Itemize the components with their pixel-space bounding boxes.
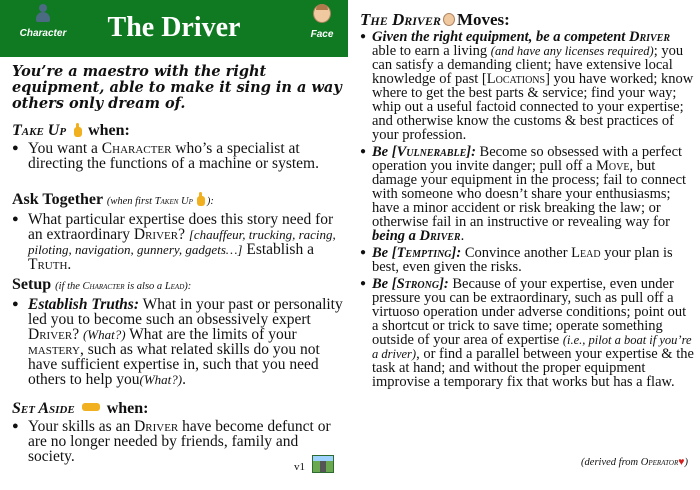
take-up-section	[12, 122, 346, 171]
set-aside-heading: Set Aside when:	[12, 400, 149, 417]
ask-together-bullet: ● What particular expertise does this story need for an extraordinary Driver? [chauffeur, trucking, racing, piloting, navigation, gunnery, gadgets…] Establish a Truth.	[12, 212, 346, 272]
ask-together-heading: Ask Together (when first Taken Up ):	[12, 191, 214, 208]
take-up-bullet: ● You want a Character who’s a specialist at directing the functions of a machine or system.	[12, 141, 346, 171]
card-right-panel	[360, 0, 696, 490]
version-label: v1	[294, 461, 305, 473]
moves-list	[360, 30, 696, 392]
moves-heading: The Driver Moves:	[360, 10, 510, 29]
hand-raised-icon	[195, 192, 205, 206]
card-left-panel	[0, 0, 348, 490]
card-title: The Driver	[107, 12, 241, 43]
face-badge	[302, 4, 342, 40]
setup-heading: Setup (if the Character is also a Lead):	[12, 276, 192, 293]
intro-text: You’re a maestro with the right equipment, able to make it sing in a way others only dream of.	[12, 63, 342, 112]
hand-pointing-icon	[82, 403, 100, 411]
move-item: ● Be [Strong]: Because of your expertise, even under pressure you can be extraordinary, such as pull off a virtuoso operation under adverse conditions; point out a shortcut or trick to save time; operate something outside of your area of expertise (i.e., pilot a boat if you’re a driver), or find a parallel between your expertise & the task at hand; and without the proper equipment improvise a temporary fix that works but has a flaw.	[360, 277, 696, 389]
setup-section	[12, 276, 346, 387]
ask-together-section	[12, 191, 346, 272]
heart-icon: ♥	[678, 457, 685, 468]
road-icon	[312, 455, 334, 473]
face-caption: Face	[310, 29, 334, 40]
set-aside-section	[12, 400, 346, 464]
move-item: ● Be [Vulnerable]: Become so obsessed with a perfect operation you invite danger; pull off a Move, but damage your equipment in the process; fail to connect with someone who doesn’t share your enthusiasms; have a minor accident or risk breaking the law; or otherwise fail in an instructive or revealing way for being a Driver.	[360, 145, 696, 243]
move-item: ● Given the right equipment, be a competent Driver able to earn a living (and have any licenses required); you can satisfy a demanding client; have extensive local knowledge of past [Locations] you have worked; know where to get the best parts & service; find your way; whip out a useful factoid connected to your expertise; and otherwise know the customs & best practices of your profession.	[360, 30, 696, 142]
face-icon	[313, 4, 331, 23]
hand-raised-icon	[72, 123, 82, 137]
face-icon	[443, 13, 455, 26]
take-up-heading: Take Up when:	[12, 122, 130, 139]
character-caption: Character	[19, 28, 67, 39]
setup-bullet: ● Establish Truths: What in your past or personality led you to become such an obsessively expert Driver? (What?) What are the limits of your mastery, such as what related skills do you not have sufficient expertise in, such that you need others to help you(What?).	[12, 297, 346, 387]
move-item: ● Be [Tempting]: Convince another Lead your plan is best, even given the risks.	[360, 246, 696, 274]
derived-footnote: (derived from Operator♥)	[581, 457, 688, 468]
set-aside-bullet: ● Your skills as an Driver have become defunct or are no longer needed by friends, family and society.	[12, 419, 346, 464]
title-banner	[0, 0, 348, 57]
